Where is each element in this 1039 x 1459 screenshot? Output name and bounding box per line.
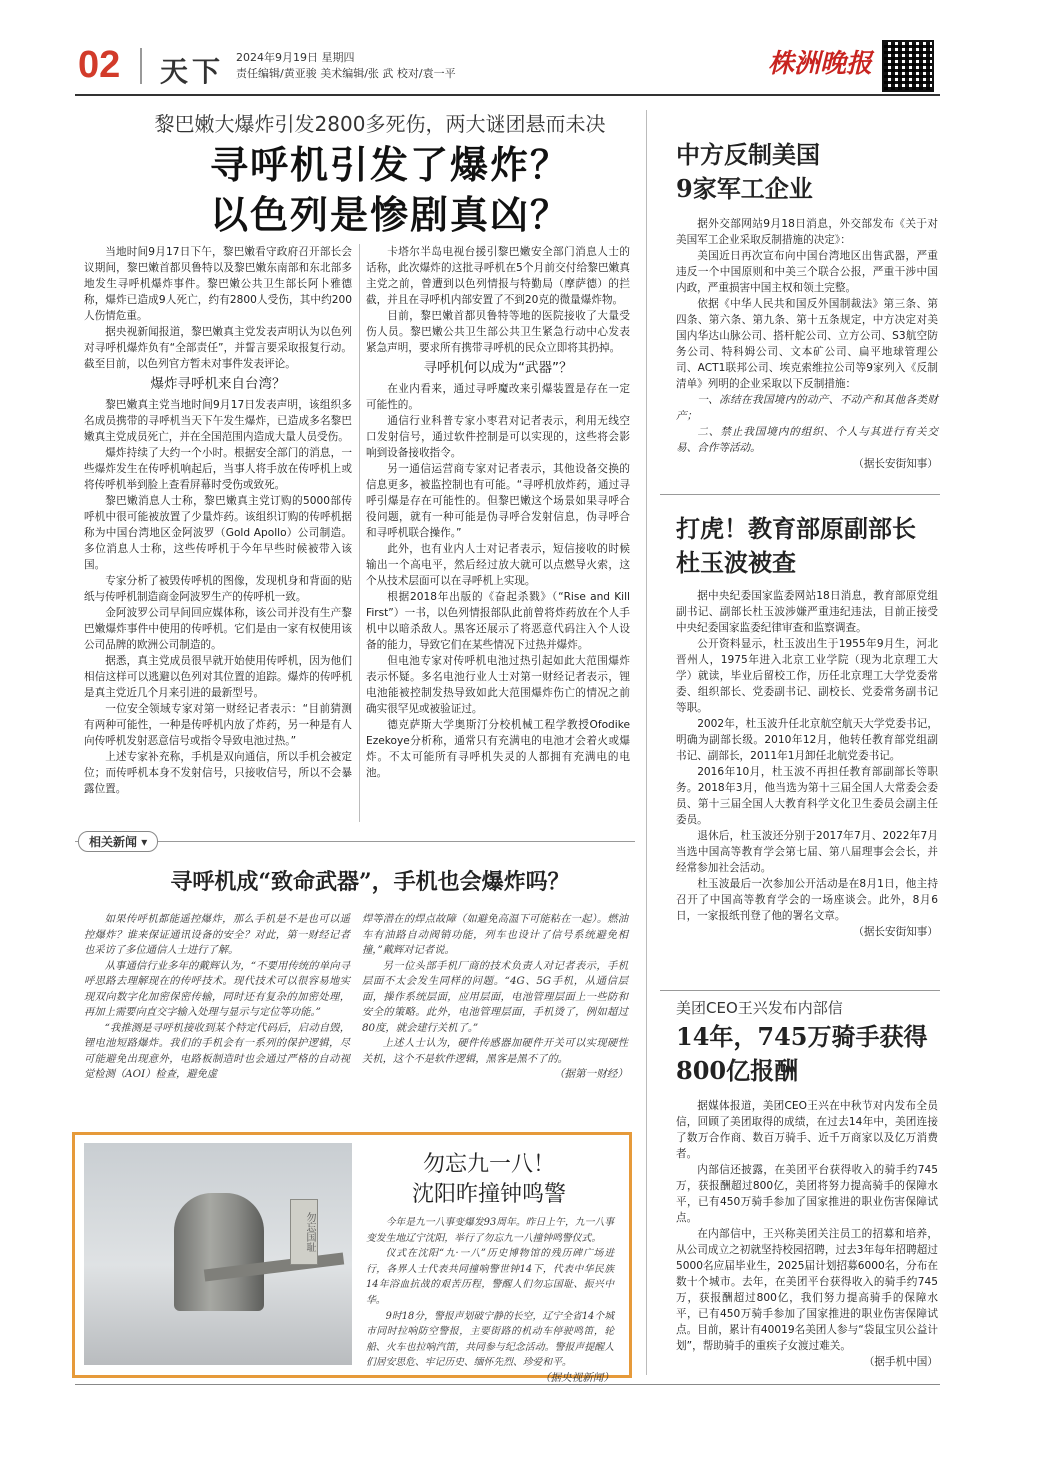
paragraph: 德克萨斯大学奥斯汀分校机械工程学教授Ofodike Ezekoye分析称，通常只有充满电的电池才会着火或爆炸。不太可能所有寻呼机失灵的人都拥有充满电的电池。 <box>366 719 630 779</box>
source-credit: （据长安街知事） <box>853 458 938 470</box>
paragraph: 专家分析了被毁传呼机的图像，发现机身和背面的贴纸与传呼机制造商金阿波罗生产的传呼机一致。 <box>84 575 352 603</box>
title-line-1: 打虎！教育部原副部长 <box>676 514 916 543</box>
main-column-1 <box>84 244 352 797</box>
paragraph: “我推测是寻呼机接收到某个特定代码后，启动自毁，锂电池短路爆炸。我们的手机会有一系列的保护逻辑，尽可能避免出现意外，电路板制造时也会通过严格的自动视觉检测（AOI）检查，避免虚 <box>84 1021 350 1080</box>
related-column-2 <box>362 912 628 1083</box>
paragraph: 焊等潜在的焊点故障（如避免高温下可能粘在一起）。燃油车有油路自动阀销功能，列车也设计了信号系统避免相撞，”戴辉对记者说。 <box>362 913 628 956</box>
subheading: 爆炸寻呼机来自台湾？ <box>150 376 286 392</box>
main-column-2 <box>366 244 630 781</box>
source-credit: （据手机中国） <box>863 1356 938 1368</box>
paragraph: 今年是九一八事变爆发93周年。昨日上午，九一八事变发生地辽宁沈阳，举行了勿忘九一八撞钟鸣警仪式。 <box>366 1217 614 1244</box>
paragraph: 黎巴嫩消息人士称，黎巴嫩真主党订购的5000部传呼机中很可能被放置了少量炸药。该组织订购的传呼机据称为中国台湾地区金阿波罗（Gold Apollo）公司制造。多位消息人士称，这些传呼机于今年早些时候被带入该国。 <box>84 495 352 571</box>
paragraph: 另一通信运营商专家对记者表示，其他设备交换的信息更多，被监控制也有可能。“寻呼机放炸药，通过寻呼引爆是存在可能性的。但黎巴嫩这个场景如果寻呼合役问题，就有一种可能是伪寻呼合发射信息，伪寻呼合和寻呼机联合操作。” <box>366 463 630 539</box>
box-body <box>366 1215 614 1387</box>
paragraph: 爆炸持续了大约一个小时。根据安全部门的消息，一些爆炸发生在传呼机响起后，当事人将手放在传呼机上或将传呼机举到脸上查看屏幕时受伤或致死。 <box>84 447 352 491</box>
title-line-1: 14年，745万骑手获得 <box>676 1022 928 1051</box>
box-title-line-2: 沈阳昨撞钟鸣警 <box>411 1182 566 1207</box>
paragraph: 金阿波罗公司早间回应媒体称，该公司并没有生产黎巴嫩爆炸事件中使用的传呼机。它们是由一家有权使用该公司品牌的欧洲公司制造的。 <box>84 607 352 651</box>
paragraph: 依据《中华人民共和国反外国制裁法》第三条、第四条、第六条、第九条、第十五条规定，中方决定对美国内华达山脉公司、搭杆舵公司、立方公司、S3航空防务公司、特科姆公司、文本矿公司、扁平地球管理公司、ACT1联邦公司、埃克索维拉公司等9家列入《反制清单》列明的企业采取以下反制措施： <box>676 298 938 390</box>
paragraph: 目前，黎巴嫩首都贝鲁特等地的医院接收了大量受伤人员。黎巴嫩公共卫生部公共卫生紧急行动中心发表紧急声明，要求所有携带寻呼机的民众立即将其扔掉。 <box>366 310 630 354</box>
sidebar-story-2-title <box>676 512 946 580</box>
paragraph: 公开资料显示，杜玉波出生于1955年9月生，河北晋州人，1975年进入北京工业学院（现为北京理工大学）就读，毕业后留校工作，历任北京理工大学党委常委、组织部长、党委副书记、副校长、党委常务副书记等职。 <box>676 638 938 714</box>
paragraph: 黎巴嫩真主党当地时间9月17日发表声明，该组织多名成员携带的寻呼机当天下午发生爆炸，已造成多名黎巴嫩真主党成员死亡，并在全国范围内造成大量人员受伤。 <box>84 399 352 443</box>
paragraph: 但电池专家对传呼机电池过热引起如此大范围爆炸表示怀疑。多名电池行业人士对第一财经记者表示，锂电池能被控制发热导致如此大范围爆炸伤亡的情况之前确实很罕见或被验证过。 <box>366 655 630 715</box>
paragraph: 在内部信中，王兴称美团关注员工的招募和培养，从公司成立之初就坚持校园招聘，过去3年每年招聘超过5000名应届毕业生，2025届计划招募6000名，分布在数十个城市。去年，在美团平台获得收入的骑手约745万，获报酬超过800亿，我们努力提高骑手的保障水平，已有450万骑手参加了国家推进的职业伤害保障试点。目前，累计有40019名美团人参与“袋鼠宝贝公益计划”，帮助骑手的重疾子女渡过难关。 <box>676 1228 938 1352</box>
main-headline <box>110 140 670 240</box>
sidebar-story-3-kicker: 美团CEO王兴发布内部信 <box>676 999 843 1017</box>
title-line-2: 9家军工企业 <box>676 174 813 203</box>
paragraph: 从事通信行业多年的戴辉认为，“不要用传统的单向寻呼思路去理解现在的传呼技术。现代技术可以很容易地实现双向数字化加密保密传输，同时还有复杂的加密处理，再加上需要向直交字输入处理与显示与定位等功能。” <box>84 959 350 1018</box>
paragraph: 2016年10月，杜玉波不再担任教育部副部长等职务。2018年3月，他当选为第十三届全国人大常委会委员、第十三届全国人大教育科学文化卫生委员会副主任委员。 <box>676 766 938 826</box>
paragraph: 上述专家补充称，手机是双向通信，所以手机会被定位；而传呼机本身不发射信号，只接收信号，所以不会暴露位置。 <box>84 751 352 795</box>
paragraph: 据媒体报道，美团CEO王兴在中秋节对内发布全员信，回顾了美团取得的成绩，在过去14年中，美团连接了数万合作商、数百万骑手、近千万商家以及亿万消费者。 <box>676 1100 938 1160</box>
newspaper-logo: 株洲晚报 <box>768 49 873 79</box>
main-kicker: 黎巴嫩大爆炸引发2800多死伤，两大谜团悬而未决 <box>154 112 606 136</box>
paragraph: 2002年，杜玉波升任北京航空航天大学党委书记，明确为副部长级。2010年12月，他转任教育部党组副书记、副部长，2011年1月卸任北航党委书记。 <box>676 718 938 762</box>
headline-line-2: 以色列是惨剧真凶？ <box>209 192 570 237</box>
related-title: 寻呼机成“致命武器”，手机也会爆炸吗？ <box>170 869 570 895</box>
chevron-down-icon: ▾ <box>141 835 148 849</box>
source-credit: （据央视新闻） <box>539 1371 614 1384</box>
paragraph: 一、冻结在我国境内的动产、不动产和其他各类财产； <box>676 394 938 422</box>
header-rule <box>75 94 940 96</box>
paragraph: 根据2018年出版的《奋起杀戮》（“Rise and Kill First”）一书，以色列情报部队此前曾将炸药放在个人手机中以暗杀敌人。黑客还展示了将恶意代码注入个人设备的能力，导致它们在某些情况下过热并爆炸。 <box>366 591 630 651</box>
page-number: 02 <box>78 44 121 86</box>
sidebar-divider <box>646 110 647 1375</box>
paragraph: 据悉，真主党成员很早就开始使用传呼机，因为他们相信这样可以逃避以色列对其位置的追踪。爆炸的传呼机是真主党近几个月来引进的最新型号。 <box>84 655 352 699</box>
paragraph: 内部信还披露，在美团平台获得收入的骑手约745万，获报酬超过800亿，美团将努力提高骑手的保障水平，已有450万骑手参加了国家推进的职业伤害保障试点。 <box>676 1164 938 1224</box>
related-news-tag <box>78 831 158 852</box>
paragraph: 9时18分，警报声划破宁静的长空，辽宁全省14个城市同时拉响防空警报，主要街路的机动车停驶鸣笛，轮船、火车也拉响汽笛，共同参与纪念活动。警报声提醒人们居安思危、牢记历史、缅怀先烈、珍爱和平。 <box>366 1310 614 1369</box>
title-line-2: 杜玉波被查 <box>676 548 796 577</box>
box-title <box>365 1150 613 1210</box>
sidebar-story-2-body <box>676 588 938 940</box>
date-line: 2024年9月19日 星期四 <box>236 51 355 64</box>
paragraph: 上述人士认为，硬件传感器加硬件开关可以实现硬性关机，这个不是软件逻辑，黑客是黑不了的。 <box>362 1037 628 1065</box>
paragraph: 一位安全领域专家对第一财经记者表示：“目前猜测有两种可能性，一种是传呼机内放了炸药，另一种是有人向传呼机发射恶意信号或指令导致电池过热。” <box>84 703 352 747</box>
paragraph: 另一位头部手机厂商的技术负责人对记者表示，手机层面不太会发生同样的问题。“4G、5G手机，从通信层面，操作系统层面，应用层面，电池管理层面上一些防和安全的策略。此外，电池管理层面，手机烫了，例如超过80度，就会建行关机了。” <box>362 959 628 1034</box>
paragraph: 据中央纪委国家监委网站18日消息，教育部原党组副书记、副部长杜玉波涉嫌严重违纪违法，目前正接受中央纪委国家监委纪律审查和监察调查。 <box>676 590 938 634</box>
header-divider <box>140 48 142 84</box>
sidebar-story-1-body <box>676 216 938 472</box>
footer-rule <box>75 1384 940 1385</box>
sidebar-rule <box>660 990 940 991</box>
bell-photo <box>84 1143 352 1365</box>
subheading: 寻呼机何以成为“武器”？ <box>423 360 573 376</box>
box-title-line-1: 勿忘九一八！ <box>422 1152 555 1177</box>
sidebar-story-1-title <box>676 138 946 206</box>
sidebar-rule <box>660 494 940 495</box>
related-column-1 <box>84 912 350 1083</box>
bell-image <box>174 1193 264 1311</box>
paragraph: 仪式在沈阳“九·一八”历史博物馆的残历碑广场进行，各界人士代表共同撞响警世钟14下，代表中华民族14年浴血抗战的艰苦历程，警醒人们勿忘国耻、振兴中华。 <box>366 1248 614 1306</box>
paragraph: 当地时间9月17日下午，黎巴嫩看守政府召开部长会议期间，黎巴嫩首都贝鲁特以及黎巴嫩东南部和东北部多地发生寻呼机爆炸事件。黎巴嫩公共卫生部长阿卜雅德称，爆炸已造成9人死亡，约有2800人受伤，其中约200人伤情危重。 <box>84 246 352 322</box>
column-divider <box>359 244 360 822</box>
source-credit: （据第一财经） <box>553 1068 628 1080</box>
paragraph: 在业内看来，通过寻呼魔改来引爆装置是存在一定可能性的。 <box>366 383 630 411</box>
title-line-2: 800亿报酬 <box>676 1056 799 1085</box>
related-rule <box>75 841 635 842</box>
paragraph: 通信行业科普专家小枣君对记者表示，利用无线空口发射信号，通过软件控制是可以实现的，这些将会影响到设备接收指令。 <box>366 415 630 459</box>
section-title: 天下 <box>160 55 225 88</box>
qr-code-icon <box>882 40 934 92</box>
paragraph: 杜玉波最后一次参加公开活动是在8月1日，他主持召开了中国高等教育学会的一场座谈会。此外，8月6日，一家报纸刊登了他的署名文章。 <box>676 878 938 922</box>
source-credit: （据长安街知事） <box>853 926 938 938</box>
paragraph: 卡塔尔半岛电视台援引黎巴嫩安全部门消息人士的话称，此次爆炸的这批寻呼机在5个月前交付给黎巴嫩真主党之前，曾遭到以色列情报与特勤局（摩萨德）的拦截，并且在寻呼机内部安置了不到20克的微量爆炸物。 <box>366 246 630 306</box>
paragraph: 此外，也有业内人士对记者表示，短信接收的时候输出一个高电平，然后经过放大就可以点燃导火索，这个从技术层面可以在寻呼机上实现。 <box>366 543 630 587</box>
paragraph: 如果传呼机都能遥控爆炸，那么手机是不是也可以遥控爆炸？谁来保证通讯设备的安全？对此，第一财经记者也采访了多位通信人士进行了解。 <box>84 913 350 956</box>
paragraph: 退休后，杜玉波还分别于2017年7月、2022年7月当选中国高等教育学会第七届、第八届理事会会长，并经常参加社会活动。 <box>676 830 938 874</box>
headline-line-1: 寻呼机引发了爆炸？ <box>209 142 570 187</box>
paragraph: 美国近日再次宣布向中国台湾地区出售武器，严重违反一个中国原则和中美三个联合公报，严重干涉中国内政，严重损害中国主权和领土完整。 <box>676 250 938 294</box>
sidebar-story-3-body <box>676 1098 938 1370</box>
title-line-1: 中方反制美国 <box>676 140 820 169</box>
paragraph: 据外交部网站9月18日消息，外交部发布《关于对美国军工企业采取反制措施的决定》： <box>676 218 938 246</box>
related-news-tag-label: 相关新闻 <box>89 835 138 849</box>
sidebar-story-3-title <box>676 1020 946 1088</box>
header-meta <box>236 50 456 82</box>
editors-line: 责任编辑/黄亚骏 美术编辑/张 武 校对/袁一平 <box>236 67 456 80</box>
bell-plaque: 勿忘国耻 <box>290 1199 318 1265</box>
paragraph: 二、禁止我国境内的组织、个人与其进行有关交易、合作等活动。 <box>676 426 938 454</box>
paragraph: 据央视新闻报道，黎巴嫩真主党发表声明认为以色列对寻呼机爆炸负有“全部责任”，并誓言要采取报复行动。截至目前，以色列官方暂未对事件发表评论。 <box>84 326 352 370</box>
